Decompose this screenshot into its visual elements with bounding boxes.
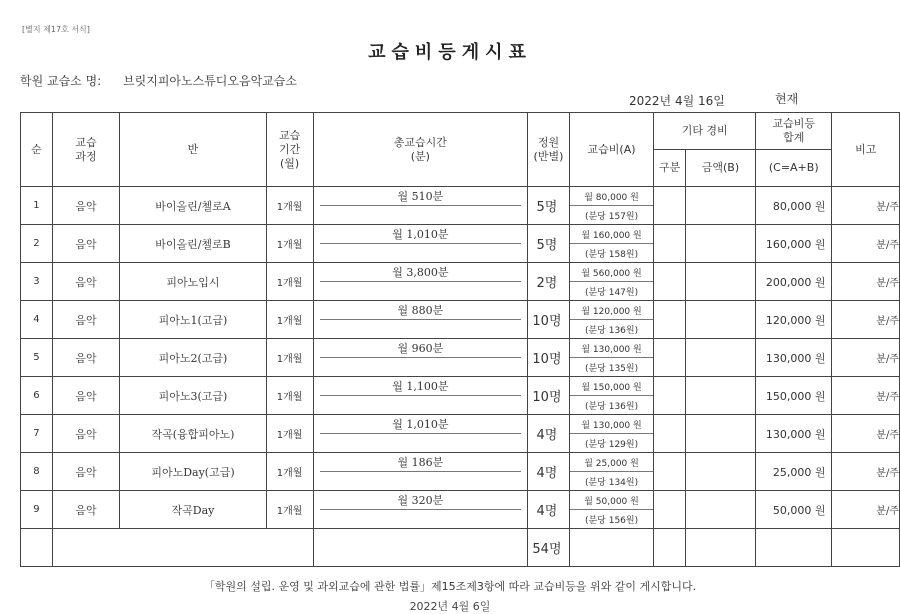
form-number: [별지 제17호 서식] (22, 25, 90, 34)
total-type-cell (654, 529, 685, 567)
row-fee-month: 월 120,000 원 (570, 301, 654, 320)
row-course: 음악 (52, 187, 119, 225)
row-fee-per-minute: (분당 147원) (584, 287, 639, 298)
row-hours: 월 960분 (320, 339, 522, 358)
row-class: 피아노입시 (120, 263, 266, 301)
row-capacity: 5명 (528, 187, 570, 225)
table-row (21, 301, 900, 339)
as-of-date-text: 2022년 4월 16일 (629, 94, 725, 108)
row-class: 피아노1(고급) (120, 301, 266, 339)
row-fee-per-minute: (분당 136원) (584, 325, 639, 336)
row-period: 1개월 (266, 339, 313, 377)
row-fee-per-minute: (분당 158원) (584, 249, 639, 260)
row-note: 분/주 (832, 339, 900, 377)
row-hours-cell (313, 301, 528, 339)
row-fee-month: 월 80,000 원 (570, 187, 654, 206)
row-fee-cell (569, 491, 654, 529)
row-fee-cell (569, 225, 654, 263)
notice-date: 2022년 4월 6일 (409, 600, 491, 613)
table-row (21, 225, 900, 263)
row-capacity: 10명 (528, 339, 570, 377)
table-row (21, 263, 900, 301)
row-number: 5 (21, 339, 53, 377)
row-other-amount (685, 187, 755, 225)
header-fee: 교습비(A) (569, 113, 654, 187)
row-fee-month: 월 25,000 원 (570, 453, 654, 472)
row-capacity: 2명 (528, 263, 570, 301)
row-class: 바이올린/첼로A (120, 187, 266, 225)
row-hours-cell (313, 263, 528, 301)
row-class: 바이올린/첼로B (120, 225, 266, 263)
row-class: 작곡(융합피아노) (120, 415, 266, 453)
row-note: 분/주 (832, 225, 900, 263)
row-fee-cell (569, 339, 654, 377)
academy-name: 브릿지피아노스튜디오음악교습소 (123, 74, 297, 88)
row-number: 8 (21, 453, 53, 491)
row-course: 음악 (52, 263, 119, 301)
row-hours: 월 510분 (320, 187, 522, 206)
row-hours: 월 1,010분 (320, 225, 522, 244)
row-hours-cell (313, 453, 528, 491)
table-row (21, 187, 900, 225)
row-fee-cell (569, 415, 654, 453)
row-fee-month: 월 160,000 원 (570, 225, 654, 244)
row-number: 9 (21, 491, 53, 529)
total-blank-cell (52, 529, 313, 567)
row-other-type (654, 453, 685, 491)
row-other-type (654, 301, 685, 339)
row-fee-cell (569, 187, 654, 225)
total-note-cell (832, 529, 900, 567)
row-capacity: 10명 (528, 377, 570, 415)
total-fee-cell (569, 529, 654, 567)
table-row (21, 415, 900, 453)
row-fee-per-minute: (분당 135원) (584, 363, 639, 374)
row-other-type (654, 415, 685, 453)
row-hours-cell (313, 225, 528, 263)
header-course: 교습 과정 (52, 113, 119, 187)
row-hours: 월 1,010분 (320, 415, 522, 434)
row-course: 음악 (52, 339, 119, 377)
row-hours-cell (313, 491, 528, 529)
row-hours: 월 186분 (320, 453, 522, 472)
row-fee-month: 월 150,000 원 (570, 377, 654, 396)
row-other-amount (685, 225, 755, 263)
row-fee-month: 월 560,000 원 (570, 263, 654, 282)
row-fee-per-minute: (분당 129원) (584, 439, 639, 450)
row-total: 50,000 원 (756, 491, 832, 529)
row-number: 6 (21, 377, 53, 415)
total-capacity: 54명 (528, 529, 570, 567)
table-row (21, 339, 900, 377)
row-course: 음악 (52, 377, 119, 415)
row-course: 음악 (52, 453, 119, 491)
row-total: 150,000 원 (756, 377, 832, 415)
row-hours-cell (313, 415, 528, 453)
row-period: 1개월 (266, 225, 313, 263)
row-hours: 월 1,100분 (320, 377, 522, 396)
total-sum-cell (756, 529, 832, 567)
row-other-amount (685, 301, 755, 339)
row-other-type (654, 263, 685, 301)
row-note: 분/주 (832, 491, 900, 529)
row-other-amount (685, 377, 755, 415)
row-number: 7 (21, 415, 53, 453)
row-fee-per-minute: (분당 157원) (584, 211, 639, 222)
row-fee-month: 월 130,000 원 (570, 415, 654, 434)
header-capacity: 정원 (반별) (528, 113, 570, 187)
row-period: 1개월 (266, 491, 313, 529)
row-other-type (654, 491, 685, 529)
header-other-type: 구분 (654, 150, 685, 187)
row-note: 분/주 (832, 187, 900, 225)
row-total: 160,000 원 (756, 225, 832, 263)
legal-notice: 「학원의 설립. 운영 및 과외교습에 관한 법률」제15조제3항에 따라 교습비등을 위와 같이 게시합니다. (203, 580, 697, 593)
table-row (21, 491, 900, 529)
row-class: 작곡Day (120, 491, 266, 529)
header-total-formula: (C=A+B) (756, 150, 832, 187)
row-note: 분/주 (832, 263, 900, 301)
row-fee-per-minute: (분당 136원) (584, 401, 639, 412)
row-other-amount (685, 263, 755, 301)
row-number: 2 (21, 225, 53, 263)
table-row (21, 453, 900, 491)
fee-table (20, 112, 900, 567)
header-other-amount: 금액(B) (685, 150, 755, 187)
row-note: 분/주 (832, 377, 900, 415)
row-other-type (654, 225, 685, 263)
row-fee-cell (569, 263, 654, 301)
row-number: 4 (21, 301, 53, 339)
row-period: 1개월 (266, 415, 313, 453)
row-fee-month: 월 50,000 원 (570, 491, 654, 510)
row-course: 음악 (52, 491, 119, 529)
row-capacity: 5명 (528, 225, 570, 263)
row-note: 분/주 (832, 453, 900, 491)
row-other-amount (685, 491, 755, 529)
total-amount-cell (685, 529, 755, 567)
row-fee-month: 월 130,000 원 (570, 339, 654, 358)
row-fee-cell (569, 377, 654, 415)
row-other-type (654, 187, 685, 225)
page-title: 교습비등게시표 (368, 42, 532, 63)
total-no-cell (21, 529, 53, 567)
row-course: 음악 (52, 225, 119, 263)
header-hours: 총교습시간 (분) (313, 113, 528, 187)
row-number: 3 (21, 263, 53, 301)
row-period: 1개월 (266, 377, 313, 415)
header-class: 반 (120, 113, 266, 187)
table-row (21, 377, 900, 415)
row-hours-cell (313, 339, 528, 377)
row-class: 피아노2(고급) (120, 339, 266, 377)
row-course: 음악 (52, 301, 119, 339)
row-note: 분/주 (832, 301, 900, 339)
row-number: 1 (21, 187, 53, 225)
row-capacity: 10명 (528, 301, 570, 339)
row-total: 80,000 원 (756, 187, 832, 225)
total-hours-cell (313, 529, 528, 567)
row-hours: 월 320분 (320, 491, 522, 510)
row-fee-cell (569, 301, 654, 339)
row-hours-cell (313, 187, 528, 225)
header-note: 비고 (832, 113, 900, 187)
row-total: 25,000 원 (756, 453, 832, 491)
row-capacity: 4명 (528, 491, 570, 529)
as-of-date (629, 92, 799, 109)
row-total: 120,000 원 (756, 301, 832, 339)
as-of-status: 현재 (775, 92, 799, 106)
row-fee-cell (569, 453, 654, 491)
academy-line (20, 72, 297, 89)
row-hours-cell (313, 377, 528, 415)
row-hours: 월 3,800분 (320, 263, 522, 282)
row-class: 피아노Day(고급) (120, 453, 266, 491)
row-period: 1개월 (266, 187, 313, 225)
row-capacity: 4명 (528, 453, 570, 491)
row-other-amount (685, 453, 755, 491)
row-period: 1개월 (266, 301, 313, 339)
row-other-amount (685, 415, 755, 453)
row-course: 음악 (52, 415, 119, 453)
row-fee-per-minute: (분당 134원) (584, 477, 639, 488)
row-total: 200,000 원 (756, 263, 832, 301)
row-total: 130,000 원 (756, 415, 832, 453)
row-period: 1개월 (266, 263, 313, 301)
header-other-expenses: 기타 경비 (654, 113, 756, 150)
academy-label: 학원 교습소 명: (20, 74, 102, 88)
row-hours: 월 880분 (320, 301, 522, 320)
row-note: 분/주 (832, 415, 900, 453)
header-total: 교습비등 합계 (756, 113, 832, 150)
row-total: 130,000 원 (756, 339, 832, 377)
row-period: 1개월 (266, 453, 313, 491)
row-other-type (654, 339, 685, 377)
row-other-amount (685, 339, 755, 377)
row-class: 피아노3(고급) (120, 377, 266, 415)
row-fee-per-minute: (분당 156원) (584, 515, 639, 526)
row-other-type (654, 377, 685, 415)
row-capacity: 4명 (528, 415, 570, 453)
header-no: 순 (21, 113, 53, 187)
header-period: 교습 기간 (월) (266, 113, 313, 187)
